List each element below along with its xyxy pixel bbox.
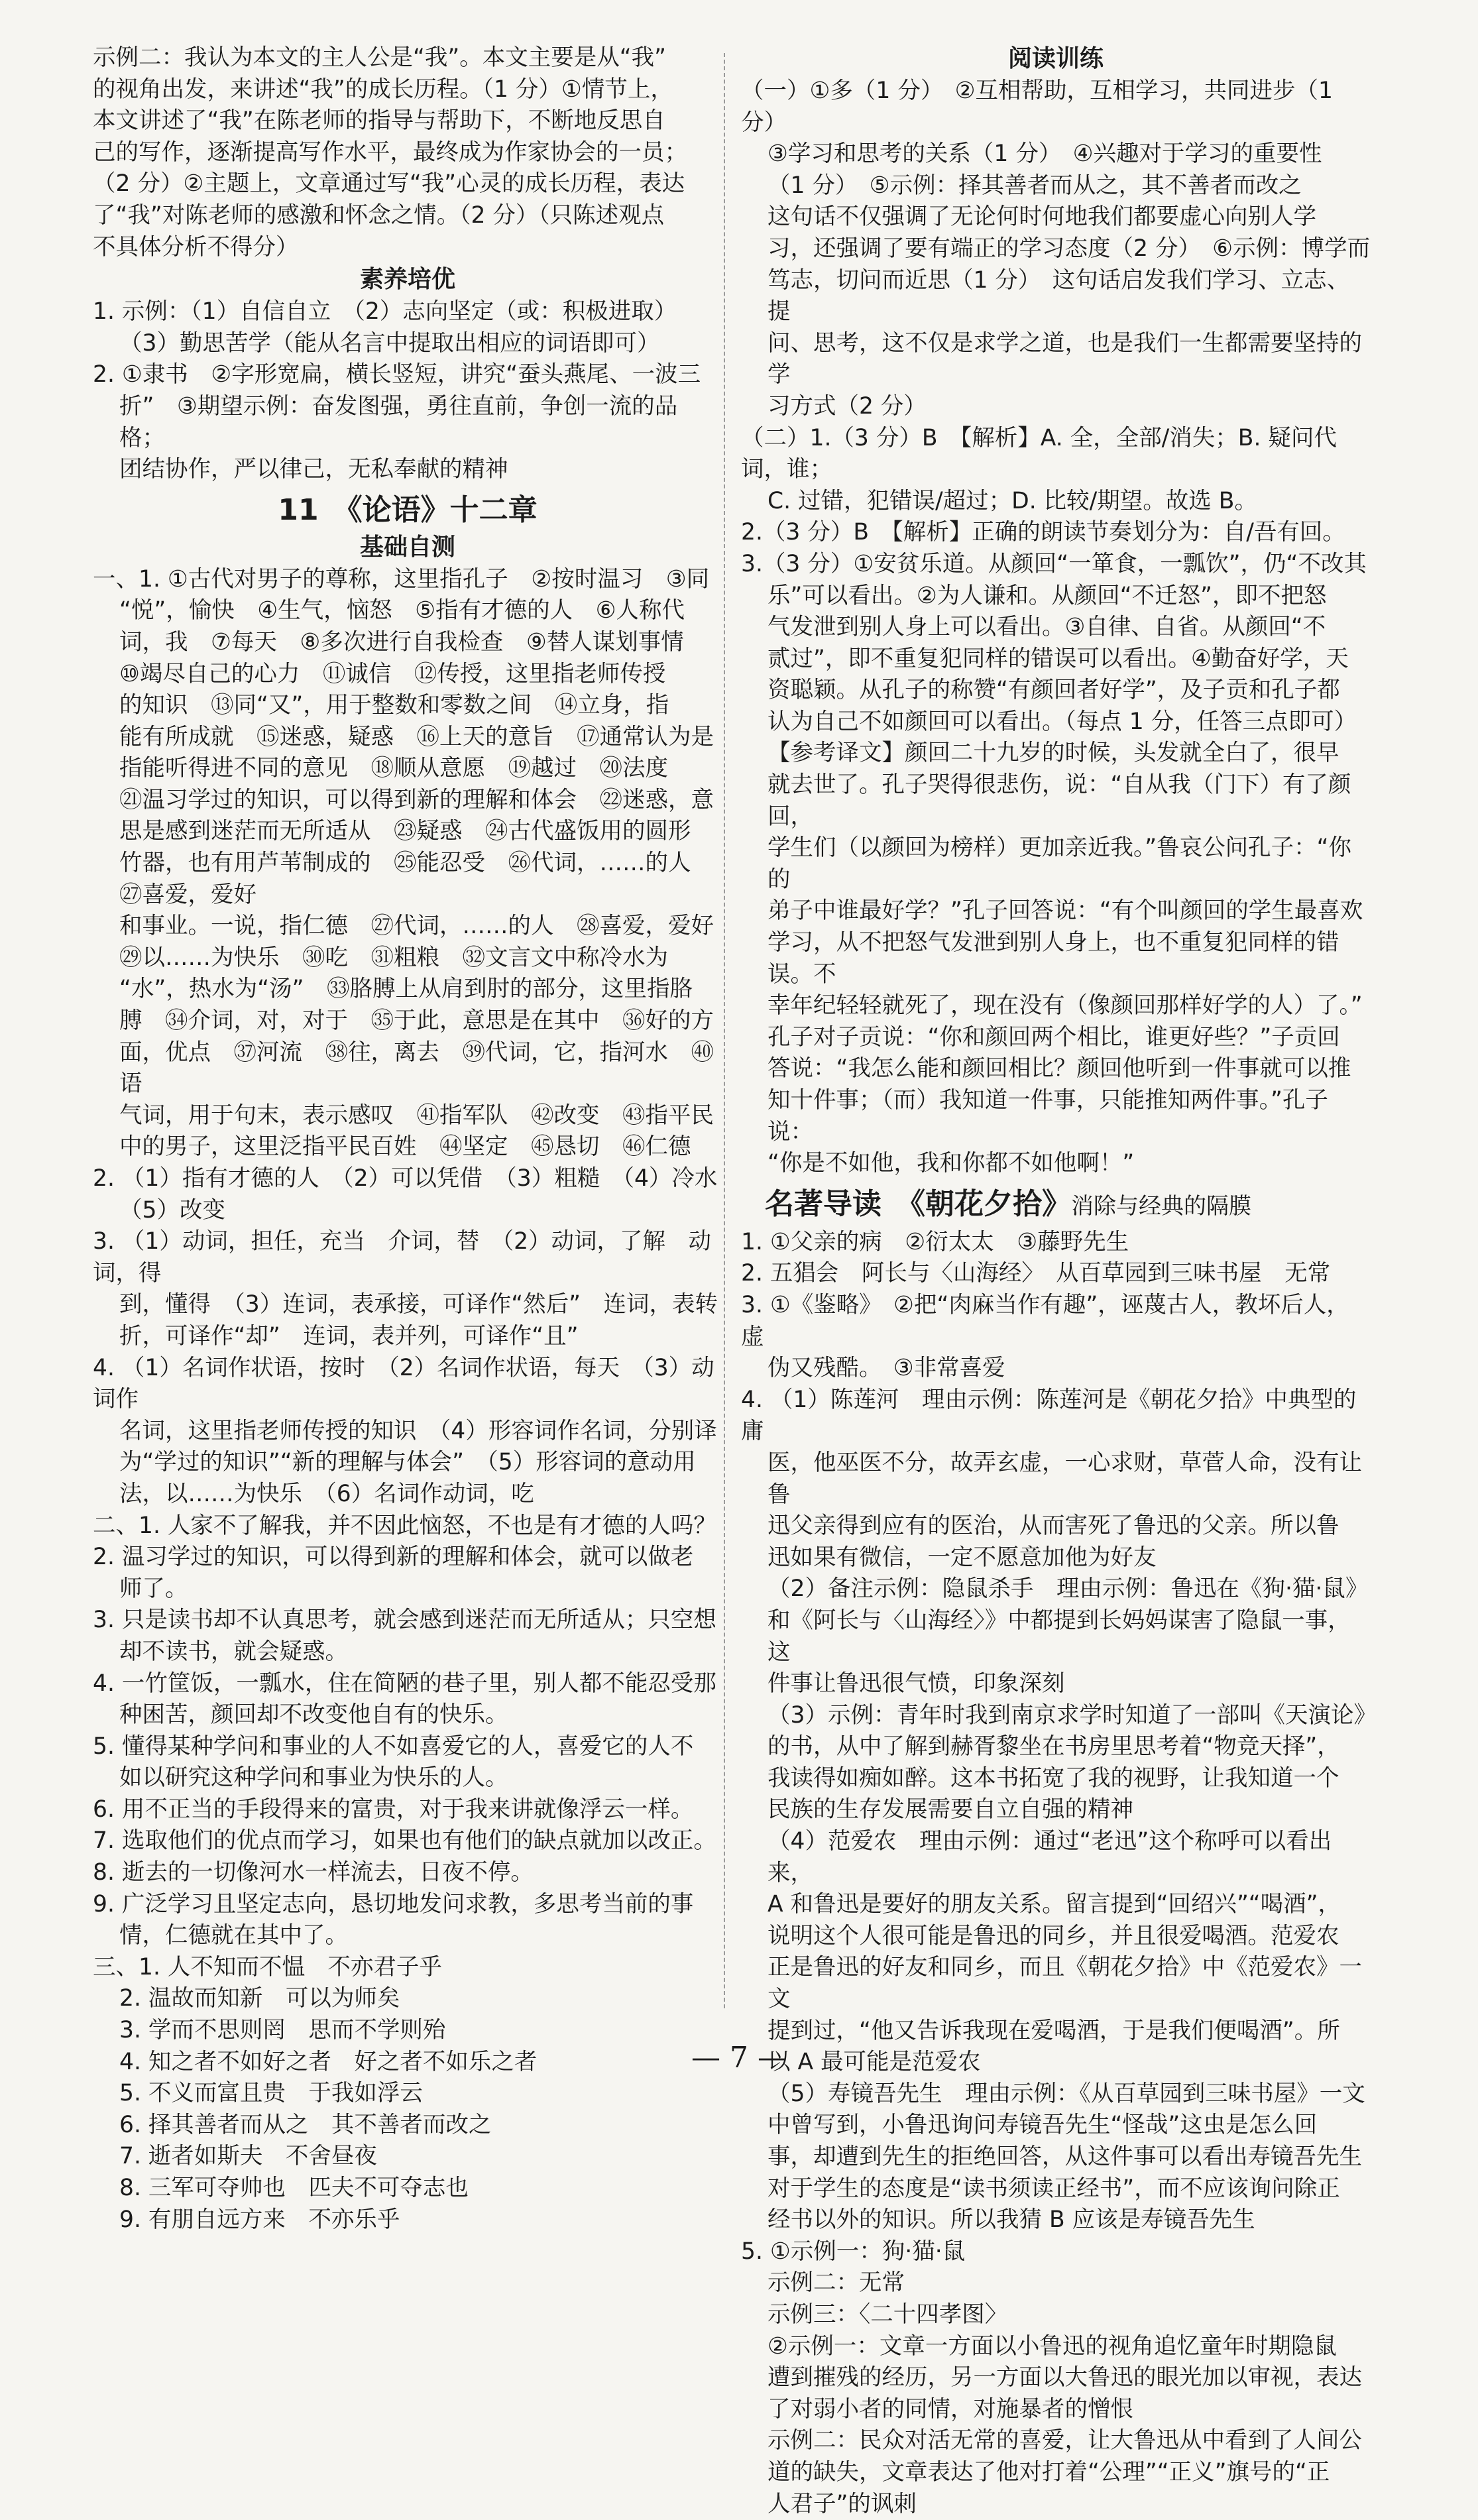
answer-line: 示例二：民众对活无常的喜爱，让大鲁迅从中看到了人间公: [767, 2427, 1362, 2454]
answer-line: 正是鲁迅的好友和同乡，而且《朝花夕拾》中《范爱农》一文: [767, 1954, 1362, 2013]
answer-line: 4. （1）陈莲河 理由示例：陈莲河是《朝花夕拾》中典型的庸: [741, 1386, 1357, 1445]
answer-line: （3）勤思苦学（能从名言中提取出相应的词语即可）: [119, 329, 660, 357]
answer-line: 【参考译文】颜回二十九岁的时候，头发就全白了，很早: [767, 740, 1339, 767]
answer-line: 幸年纪轻轻就死了，现在没有（像颜回那样好学的人）了。”: [767, 992, 1363, 1019]
answer-line: 问、思考，这不仅是求学之道，也是我们一生都需要坚持的学: [767, 329, 1362, 388]
answer-line: 三、1. 人不知而不愠 不亦君子乎: [93, 1953, 442, 1980]
answer-line: 2. 五猖会 阿长与〈山海经〉 从百草园到三味书屋 无常: [741, 1260, 1331, 1287]
answer-line: 情，仁德就在其中了。: [119, 1922, 348, 1949]
answer-line: 认为自己不如颜回可以看出。（每点 1 分，任答三点即可）: [767, 708, 1357, 735]
answer-line: 8. 逝去的一切像河水一样流去，日夜不停。: [93, 1859, 534, 1886]
answer-line: 习方式（2 分）: [767, 392, 927, 420]
answer-line: 如以研究这种学问和事业为快乐的人。: [119, 1764, 508, 1792]
answer-line: 这句话不仅强调了无论何时何地我们都要虚心向别人学: [767, 203, 1316, 231]
answer-line: 3. 只是读书却不认真思考，就会感到迷茫而无所适从；只空想: [93, 1607, 716, 1634]
answer-line: 学习，从不把怒气发泄到别人身上，也不重复犯同样的错误。不: [767, 929, 1339, 988]
answer-line: 6. 择其善者而从之 其不善者而改之: [119, 2111, 492, 2138]
answer-line: 伪又残酷。 ③非常喜爱: [767, 1355, 1005, 1382]
answer-line: 4. 知之者不如好之者 好之者不如乐之者: [119, 2048, 538, 2075]
answer-line: ⑩竭尽自己的心力 ⑪诚信 ⑫传授，这里指老师传授: [119, 660, 666, 687]
answer-line: 中的男子，这里泛指平民百姓 ㊹坚定 ㊺恳切 ㊻仁德: [119, 1133, 691, 1161]
answer-line: 中曾写到，小鲁迅询问寿镜吾先生“怪哉”这虫是怎么回: [767, 2112, 1318, 2139]
answer-line: ③学习和思考的关系（1 分） ④兴趣对于学习的重要性: [767, 141, 1322, 168]
answer-line: 7. 选取他们的优点而学习，如果也有他们的缺点就加以改正。: [93, 1827, 716, 1855]
answer-line: 气发泄到别人身上可以看出。③自律、自省。从颜回“不: [767, 614, 1326, 641]
answer-line: 却不读书，就会疑惑。: [119, 1638, 348, 1665]
answer-line: A 和鲁迅是要好的朋友关系。留言提到“回绍兴”“喝酒”，: [767, 1891, 1341, 1918]
answer-line: 能有所成就 ⑮迷惑，疑惑 ⑯上天的意旨 ⑰通常认为是: [119, 723, 714, 750]
answer-line: 思是感到迷茫而无所适从 ㉓疑惑 ㉔古代盛饭用的圆形: [119, 818, 691, 845]
answer-line: 就去世了。孔子哭得很悲伤，说：“自从我（门下）有了颜回，: [767, 772, 1351, 830]
answer-line: 乐”可以看出。②为人谦和。从颜回“不迁怒”，即不把怒: [767, 582, 1327, 609]
answer-line: 法，以……为快乐 （6）名词作动词，吃: [119, 1480, 534, 1507]
answer-line: 和事业。一说，指仁德 ㉗代词，……的人 ㉘喜爱，爱好: [119, 913, 714, 940]
answer-line: 迅父亲得到应有的医治，从而害死了鲁迅的父亲。所以鲁: [767, 1513, 1339, 1540]
answer-line: 团结协作，严以律己，无私奉献的精神: [119, 456, 508, 483]
answer-line: 说明这个人很可能是鲁迅的同乡，并且很爱喝酒。范爱农: [767, 1922, 1339, 1949]
answer-line: “水”，热水为“汤” ㉝胳膊上从肩到肘的部分，这里指胳: [119, 976, 693, 1003]
answer-line: （2 分）②主题上，文章通过写“我”心灵的成长历程，表达: [93, 170, 685, 198]
answer-line: 事，却遭到先生的拒绝回答，从这件事可以看出寿镜吾先生: [767, 2144, 1362, 2170]
answer-line: 对于学生的态度是“读书须读正经书”，而不应该询问除正: [767, 2175, 1340, 2202]
answer-line: 9. 有朋自远方来 不亦乐乎: [119, 2206, 400, 2233]
answer-line: 和《阿长与〈山海经〉》中都提到长妈妈谋害了隐鼠一事，这: [767, 1607, 1351, 1666]
answer-line: 不具体分析不得分）: [93, 233, 299, 260]
answer-line: 5. ①示例一：狗·猫·鼠: [741, 2238, 966, 2265]
answer-line: 4. 一竹筐饭，一瓢水，住在简陋的巷子里，别人都不能忍受那: [93, 1670, 716, 1697]
chapter-title: 11 《论语》十二章: [278, 492, 538, 527]
reading-guide-title: [765, 1184, 1371, 1227]
answer-line: 词，我 ⑦每天 ⑧多次进行自我检查 ⑨替人谋划事情: [119, 628, 684, 656]
answer-line: 8. 三军可夺帅也 匹夫不可夺志也: [119, 2175, 469, 2201]
answer-line: 为“学过的知识”“新的理解与体会” （5）形容词的意动用: [119, 1449, 696, 1476]
answer-line: 2.（3 分）B 【解析】正确的朗读节奏划分为：自/吾有回。: [741, 519, 1345, 546]
answer-line: ②示例一：文章一方面以小鲁迅的视角追忆童年时期隐鼠: [767, 2332, 1337, 2360]
answer-line: 二、1. 人家不了解我，并不因此恼怒，不也是有才德的人吗？: [93, 1512, 716, 1539]
answer-line: 医，他巫医不分，故弄玄虚，一心求财，草菅人命，没有让鲁: [767, 1449, 1362, 1508]
answer-line: 笃志，切问而近思（1 分） 这句话启发我们学习、立志、提: [767, 266, 1350, 325]
answer-line: 4. （1）名词作状语，按时 （2）名词作状语，每天 （3）动词作: [93, 1354, 714, 1413]
answer-line: 了“我”对陈老师的感激和怀念之情。（2 分）（只陈述观点: [93, 201, 665, 229]
answer-line: 的书，从中了解到赫胥黎坐在书房里思考着“物竞天择”，: [767, 1733, 1340, 1760]
answer-line: 气词，用于句末，表示感叹 ㊶指军队 ㊷改变 ㊸指平民: [119, 1102, 714, 1129]
answer-line: ㉙以……为快乐 ㉚吃 ㉛粗粮 ㉜文言文中称冷水为: [119, 944, 668, 971]
answer-line: 己的写作，逐渐提高写作水平，最终成为作家协会的一员；: [93, 139, 687, 166]
answer-line: 弟子中谁最好学？”孔子回答说：“有个叫颜回的学生最喜欢: [767, 897, 1363, 925]
answer-line: 种困苦，颜回却不改变他自有的快乐。: [119, 1701, 508, 1729]
answer-line: 件事让鲁迅很气愤，印象深刻: [767, 1670, 1065, 1697]
answer-line: 9. 广泛学习且坚定志向，恳切地发问求教，多思考当前的事: [93, 1890, 694, 1918]
page-number: — 7 —: [691, 2041, 787, 2075]
answer-line: 遭到摧残的经历，另一方面以大鲁迅的眼光加以审视，表达: [767, 2364, 1362, 2391]
answer-line: 2. 温习学过的知识，可以得到新的理解和体会，就可以做老: [93, 1544, 694, 1571]
answer-line: 知十件事；（而）我知道一件事，只能推知两件事。”孔子说：: [767, 1087, 1328, 1145]
answer-line: 折” ③期望示例：奋发图强，勇往直前，争创一流的品格；: [119, 392, 678, 451]
column-divider: [724, 53, 725, 2008]
answer-line: （一）①多（1 分） ②互相帮助，互相学习，共同进步（1 分）: [741, 78, 1340, 136]
answer-line: 贰过”，即不重复犯同样的错误可以看出。④勤奋好学，天: [767, 645, 1349, 672]
section-heading: 阅读训练: [1007, 45, 1104, 72]
answer-line: 的视角出发，来讲述“我”的成长历程。（1 分）①情节上，: [93, 76, 673, 103]
reading-guide-tagline: 消除与经典的隔膜: [1071, 1192, 1251, 1220]
answer-line: 3. 学而不思则罔 思而不学则殆: [119, 2017, 446, 2044]
answer-line: 7. 逝者如斯夫 不舍昼夜: [119, 2143, 377, 2170]
answer-line: 迅如果有微信，一定不愿意加他为好友: [767, 1544, 1157, 1571]
answer-line: 我读得如痴如醉。这本书拓宽了我的视野，让我知道一个: [767, 1764, 1339, 1792]
answer-line: 指能听得进不同的意见 ⑱顺从意愿 ⑲越过 ⑳法度: [119, 755, 668, 782]
answer-line: 答说：“我怎么能和颜回相比？颜回他听到一件事就可以推: [767, 1055, 1351, 1082]
reading-guide-title-text: 名著导读 《朝花夕拾》: [765, 1186, 1071, 1221]
answer-line: 以 A 最可能是范爱农: [767, 2049, 981, 2076]
answer-line: 5. 不义而富且贵 于我如浮云: [119, 2080, 423, 2107]
answer-line: 习，还强调了要有端正的学习态度（2 分） ⑥示例：博学而: [767, 235, 1371, 262]
answer-line: 资聪颖。从孔子的称赞“有颜回者好学”，及子贡和孔子都: [767, 677, 1340, 704]
answer-line: （2）备注示例：隐鼠杀手 理由示例：鲁迅在《狗·猫·鼠》: [767, 1575, 1369, 1603]
answer-line: 6. 用不正当的手段得来的富贵，对于我来讲就像浮云一样。: [93, 1796, 694, 1823]
answer-line: 面，优点 ㊲河流 ㊳往，离去 ㊴代词，它，指河水 ㊵语: [119, 1039, 714, 1098]
answer-line: 人君子”的讽刺: [767, 2490, 917, 2517]
answer-line: 2. ①隶书 ②字形宽扁，横长竖短，讲究“蚕头燕尾、一波三: [93, 361, 701, 388]
answer-line: 了对弱小者的同情，对施暴者的憎恨: [767, 2395, 1133, 2423]
answer-line: 提到过，“他又告诉我现在爱喝酒，于是我们便喝酒”。所: [767, 2017, 1340, 2044]
answer-line: （1 分） ⑤示例：择其善者而从之，其不善者而改之: [767, 172, 1302, 199]
answer-line: 道的缺失，文章表达了他对打着“公理”“正义”旗号的“正: [767, 2458, 1330, 2486]
answer-line: （4）范爱农 理由示例：通过“老迅”这个称呼可以看出来，: [767, 1828, 1332, 1886]
answer-line: 孔子对子贡说：“你和颜回两个相比，谁更好些？”子贡回: [767, 1023, 1340, 1051]
answer-line: 折，可译作“却” 连词，表并列，可译作“且”: [119, 1322, 579, 1349]
answer-line: 5. 懂得某种学问和事业的人不如喜爱它的人，喜爱它的人不: [93, 1733, 694, 1760]
answer-line: 民族的生存发展需要自立自强的精神: [767, 1796, 1133, 1823]
answer-line: C. 过错，犯错误/超过；D. 比较/期望。故选 B。: [767, 487, 1257, 514]
answer-line: 的知识 ⑬同“又”，用于整数和零数之间 ⑭立身，指: [119, 692, 669, 719]
answer-line: （二）1.（3 分）B 【解析】A. 全，全部/消失；B. 疑问代词，谁；: [741, 424, 1337, 483]
answer-line: 经书以外的知识。所以我猜 B 应该是寿镜吾先生: [767, 2206, 1255, 2234]
answer-line: 膊 ㉞介词，对，对于 ㉟于此，意思是在其中 ㊱好的方: [119, 1007, 714, 1035]
section-heading: 基础自测: [359, 533, 455, 561]
section-heading: 素养培优: [359, 266, 455, 294]
answer-line: 3. ①《鉴略》 ②把“肉麻当作有趣”，诬蔑古人，教坏后人，虚: [741, 1291, 1349, 1350]
answer-line: 2. 温故而知新 可以为师矣: [119, 1985, 400, 2012]
answer-line: 3.（3 分）①安贫乐道。从颜回“一箪食，一瓢饮”，仍“不改其: [741, 550, 1367, 577]
left-column: [93, 42, 722, 2236]
answer-line: 1. 示例：（1）自信自立 （2）志向坚定（或：积极进取）: [93, 298, 677, 325]
answer-line: 本文讲述了“我”在陈老师的指导与帮助下，不断地反思自: [93, 107, 665, 135]
answer-line: “悦”，愉快 ④生气，恼怒 ⑤指有才德的人 ⑥人称代: [119, 597, 685, 624]
answer-line: 一、1. ①古代对男子的尊称，这里指孔子 ②按时温习 ③同: [93, 565, 710, 593]
answer-line: 示例二：我认为本文的主人公是“我”。本文主要是从“我”: [93, 44, 666, 71]
answer-line: （3）示例：青年时我到南京求学时知道了一部叫《天演论》: [767, 1701, 1377, 1729]
right-column: [741, 42, 1377, 2520]
answer-line: 名词，这里指老师传授的知识 （4）形容词作名词，分别译: [119, 1417, 717, 1444]
answer-line: ㉑温习学过的知识，可以得到新的理解和体会 ㉒迷惑，意: [119, 786, 714, 813]
answer-line: 师了。: [119, 1575, 188, 1602]
answer-line: 1. ①父亲的病 ②衍太太 ③藤野先生: [741, 1228, 1129, 1255]
answer-line: （5）寿镜吾先生 理由示例：《从百草园到三味书屋》一文: [767, 2080, 1365, 2107]
answer-line: 2. （1）指有才德的人 （2）可以凭借 （3）粗糙 （4）冷水: [93, 1165, 718, 1192]
answer-line: 3. （1）动词，担任，充当 介词，替 （2）动词，了解 动词，得: [93, 1228, 712, 1287]
answer-line: 示例二：无常: [767, 2269, 905, 2297]
answer-line: 到，懂得 （3）连词，表承接，可译作“然后” 连词，表转: [119, 1291, 718, 1318]
answer-line: （5）改变: [119, 1196, 225, 1224]
answer-line: “你是不如他，我和你都不如他啊！”: [767, 1150, 1135, 1177]
answer-line: 竹器，也有用芦苇制成的 ㉕能忍受 ㉖代词，……的人 ㉗喜爱，爱好: [119, 850, 714, 908]
answer-line: 学生们（以颜回为榜样）更加亲近我。”鲁哀公问孔子：“你的: [767, 834, 1351, 893]
answer-line: 示例三：〈二十四孝图〉: [767, 2301, 1008, 2328]
